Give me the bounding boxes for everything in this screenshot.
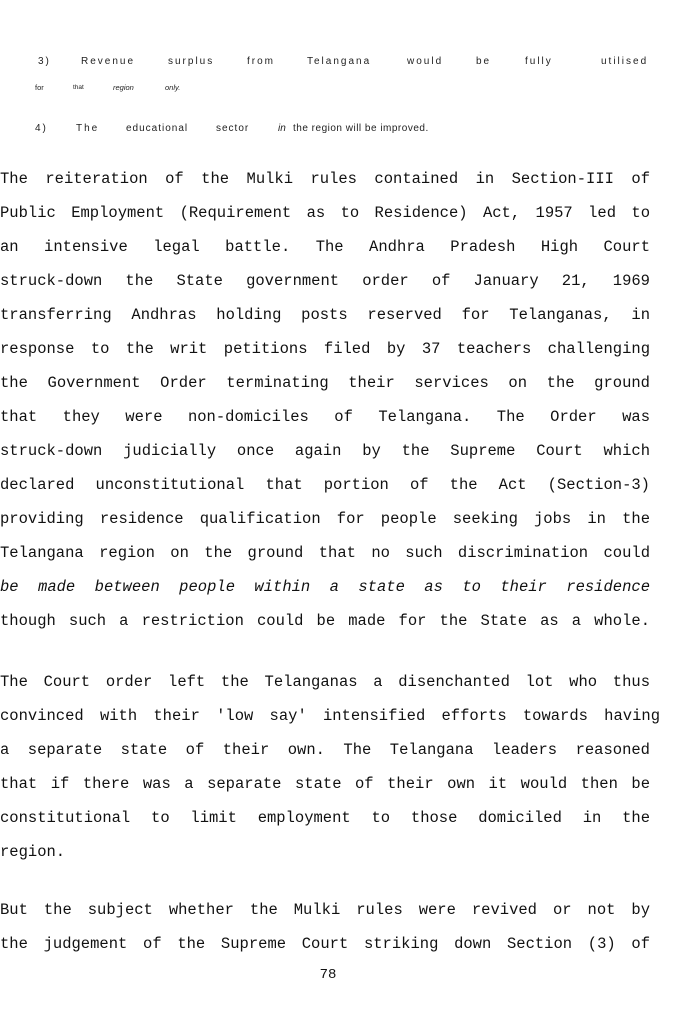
text-line: the Government Order terminating their services on the ground: [0, 374, 650, 392]
list-word: region: [113, 83, 134, 92]
text-line: providing residence qualification for people seeking jobs in the: [0, 510, 650, 528]
list-number: 4): [35, 123, 48, 134]
text-line: constitutional to limit employment to those domiciled in the: [0, 809, 650, 827]
list-item-4: [0, 123, 700, 137]
list-word: Revenue: [81, 56, 136, 67]
text-line: convinced with their 'low say' intensified efforts towards having: [0, 707, 660, 725]
paragraph-3: [0, 893, 650, 961]
list-word: the region will be improved.: [293, 123, 429, 134]
list-word: would: [407, 56, 444, 67]
text-line: The Court order left the Telanganas a disenchanted lot who thus: [0, 673, 650, 691]
list-word: for: [35, 83, 44, 92]
list-word: only.: [165, 83, 181, 92]
list-word: The: [76, 123, 100, 134]
text-line: an intensive legal battle. The Andhra Pradesh High Court: [0, 238, 650, 256]
paragraph-2: [0, 665, 660, 869]
text-line: Public Employment (Requirement as to Residence) Act, 1957 led to: [0, 204, 650, 222]
text-line: declared unconstitutional that portion of the Act (Section-3): [0, 476, 650, 494]
list-word: from: [247, 56, 275, 67]
text-line: But the subject whether the Mulki rules were revived or not by: [0, 901, 650, 919]
paragraph-1: [0, 162, 650, 638]
text-line: that they were non-domiciles of Telangana. The Order was: [0, 408, 650, 426]
list-word: surplus: [168, 56, 215, 67]
text-line: transferring Andhras holding posts reserved for Telanganas, in: [0, 306, 650, 324]
list-word: that: [73, 84, 84, 91]
text-line: that if there was a separate state of their own it would then be: [0, 775, 650, 793]
list-word: fully: [525, 56, 553, 67]
page-number: 78: [319, 967, 337, 983]
list-word: in: [278, 123, 286, 134]
list-word: Telangana: [307, 56, 372, 67]
text-line: The reiteration of the Mulki rules contained in Section-III of: [0, 170, 650, 188]
text-line: the judgement of the Supreme Court striking down Section (3) of: [0, 935, 650, 953]
list-number: 3): [38, 56, 51, 67]
text-line: be made between people within a state as to their residence: [0, 578, 650, 596]
text-line: Telangana region on the ground that no such discrimination could: [0, 544, 650, 562]
list-item-3: [0, 56, 700, 70]
list-item-3-continuation: [0, 83, 700, 93]
text-line: though such a restriction could be made for the State as a whole.: [0, 612, 650, 630]
list-word: be: [476, 56, 492, 67]
list-word: educational: [126, 123, 189, 134]
text-line: struck-down the State government order of January 21, 1969: [0, 272, 650, 290]
list-word: sector: [216, 123, 250, 134]
text-line: struck-down judicially once again by the Supreme Court which: [0, 442, 650, 460]
list-word: utilised: [601, 56, 649, 67]
text-line: a separate state of their own. The Telangana leaders reasoned: [0, 741, 650, 759]
text-line: response to the writ petitions filed by 37 teachers challenging: [0, 340, 650, 358]
text-line: region.: [0, 843, 66, 861]
